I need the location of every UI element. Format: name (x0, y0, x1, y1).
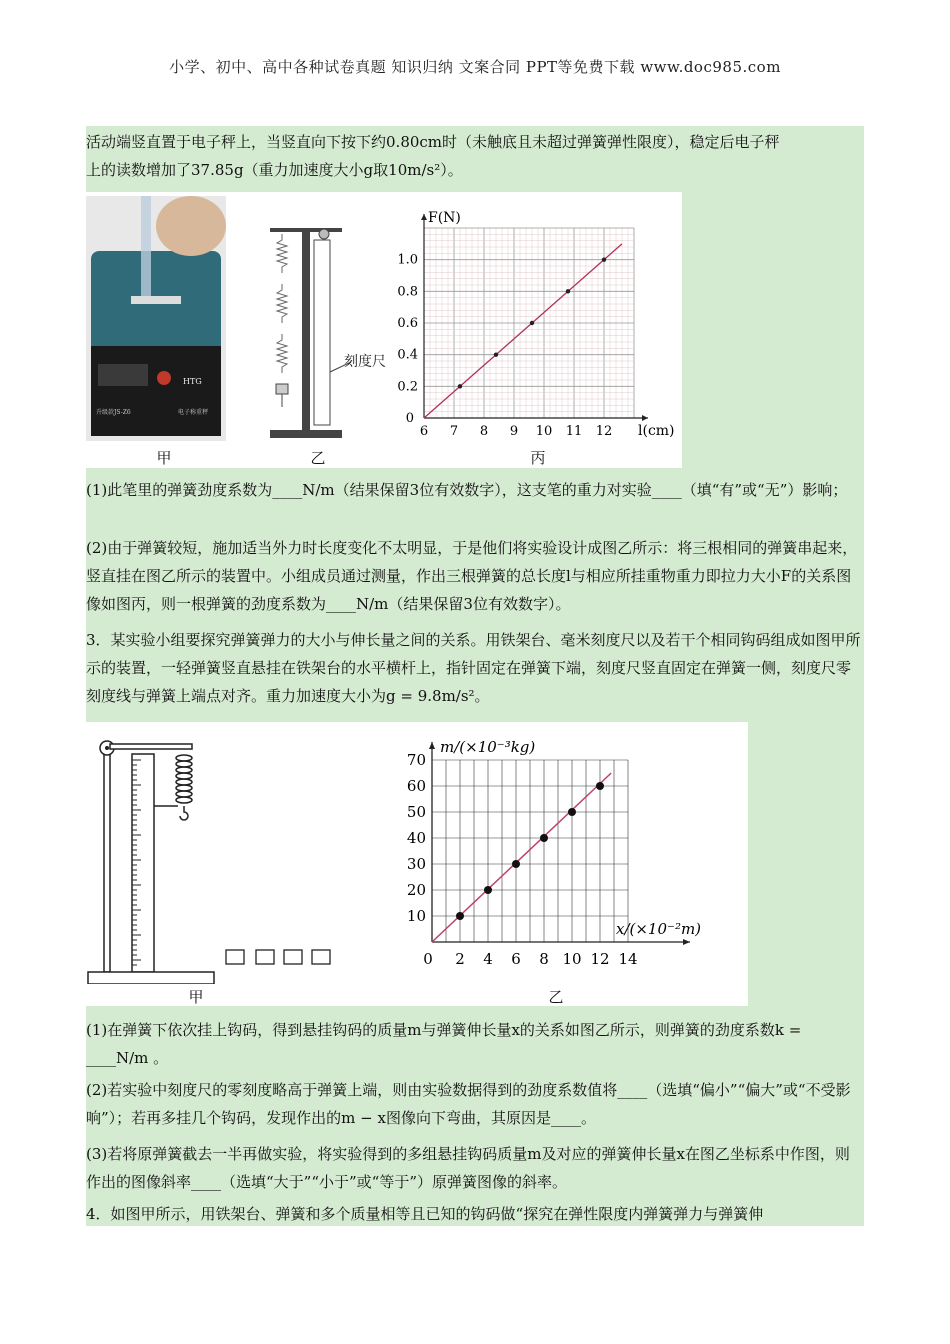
y-tick-label: 0.8 (397, 284, 418, 300)
question-3-part-2: (2)若实验中刻度尺的零刻度略高于弹簧上端，则由实验数据得到的劲度系数值将____（选填“偏小”“偏大”或“不受影响”）；若再多挂几个钩码，发现作出的m − x图像向下弯曲，其原因是____。 (86, 1081, 851, 1127)
caption-bing-1: 丙 (530, 449, 546, 467)
x-tick-label: 9 (509, 424, 519, 439)
scale-photo (86, 196, 226, 441)
x-tick-label: 8 (539, 950, 549, 968)
ruler-label: 刻度尺 (344, 354, 386, 370)
x-tick-label: 2 (455, 950, 465, 968)
chart-mass-extension (386, 728, 736, 993)
iron-stand-apparatus (86, 734, 226, 984)
x-tick-label: 4 (483, 950, 493, 968)
x-tick-label: 12 (590, 950, 610, 968)
intro-line-2: 上的读数增加了37.85g（重力加速度大小g取10m/s²）。 (86, 161, 463, 179)
data-point (512, 860, 520, 868)
question-3-part-1: (1)在弹簧下依次挂上钩码，得到悬挂钩码的质量m与弹簧伸长量x的关系如图乙所示，则弹簧的劲度系数k = ____N/m 。 (86, 1021, 802, 1067)
data-point (596, 782, 604, 790)
spring-apparatus (256, 192, 386, 442)
x-tick-label: 10 (562, 950, 582, 968)
x-axis-arrow (683, 939, 690, 945)
caption-yi-1: 乙 (310, 449, 326, 467)
y-tick-label: 50 (406, 803, 426, 821)
y-tick-label: 10 (406, 907, 426, 925)
caption-jia-1: 甲 (156, 449, 172, 467)
intro-paragraph (86, 128, 864, 184)
data-point (540, 834, 548, 842)
y-tick-label: 0.4 (397, 347, 418, 363)
data-point (602, 257, 606, 261)
question-3-part-3: (3)若将原弹簧截去一半再做实验，将实验得到的多组悬挂钩码质量m及对应的弹簧伸长量x在图乙坐标系中作图，则作出的图像斜率____（选填“大于”“小于”或“等于”）原弹簧图像的斜率。 (86, 1145, 850, 1191)
x-axis-arrow (642, 415, 648, 421)
data-point (456, 912, 464, 920)
y-tick-label: 30 (406, 855, 426, 873)
y-tick-label: 1.0 (397, 252, 418, 268)
question-4-stem: 4．如图甲所示，用铁架台、弹簧和多个质量相等且已知的钩码做“探究在弹性限度内弹簧弹力与弹簧伸 (86, 1205, 764, 1223)
data-point (484, 886, 492, 894)
y-axis-label: F(N) (428, 210, 461, 226)
caption-yi-2: 乙 (548, 988, 564, 1006)
y-axis-arrow (421, 214, 427, 220)
x-axis-label: l(cm) (638, 423, 675, 439)
scale-brand: HTG (183, 377, 202, 386)
x-tick-label: 14 (618, 950, 638, 968)
x-tick-label: 8 (479, 424, 489, 439)
page-header: 小学、初中、高中各种试卷真题 知识归纳 文案合同 PPT等免费下载 www.doc985.com (169, 58, 781, 76)
y-tick-label: 40 (406, 829, 426, 847)
figure-2 (86, 722, 748, 1006)
question-2-part-1: (1)此笔里的弹簧劲度系数为____N/m（结果保留3位有效数字），这支笔的重力对实验____（填“有”或“无”）影响； (86, 481, 848, 499)
data-point (530, 321, 534, 325)
x-tick-label: 7 (449, 424, 459, 439)
data-point (458, 384, 462, 388)
data-point (568, 808, 576, 816)
y-tick-label: 60 (406, 777, 426, 795)
figure-1 (86, 192, 682, 468)
question-3-stem: 3．某实验小组要探究弹簧弹力的大小与伸长量之间的关系。用铁架台、毫米刻度尺以及若干个相同钩码组成如图甲所示的装置，一轻弹簧竖直悬挂在铁架台的水平横杆上，指针固定在弹簧下端，刻度尺竖直固定在弹簧一侧，刻度尺零刻度线与弹簧上端点对齐。重力加速度大小为g = 9.8m/s²。 (86, 631, 861, 705)
y-tick-label: 0.2 (397, 379, 418, 395)
y-axis-arrow (429, 742, 435, 749)
scale-label: 电子称重秤 (178, 409, 209, 416)
y-axis-label: m/(×10⁻³kg) (440, 738, 536, 756)
hook-weights (218, 938, 338, 978)
y-tick-label: 20 (406, 881, 426, 899)
intro-line-1: 活动端竖直置于电子秤上，当竖直向下按下约0.80cm时（未触底且未超过弹簧弹性限度），稳定后电子秤 (86, 133, 780, 151)
y-tick-label: 0.6 (397, 316, 418, 331)
y-tick-label: 0 (405, 411, 414, 426)
x-tick-label: 6 (511, 950, 521, 968)
data-point (494, 352, 498, 356)
scale-model: 升级款JS-Z6 (96, 409, 131, 416)
data-point (566, 289, 570, 293)
y-tick-label: 70 (406, 751, 426, 769)
question-2-part-2: (2)由于弹簧较短，施加适当外力时长度变化不太明显，于是他们将实验设计成图乙所示：将三根相同的弹簧串起来，竖直挂在图乙所示的装置中。小组成员通过测量，作出三根弹簧的总长度l与相应所挂重物重力即拉力大小F的关系图像如图丙，则一根弹簧的劲度系数为____N/m（结果保留3位有效数字）。 (86, 539, 858, 613)
x-tick-label: 0 (423, 950, 433, 968)
x-axis-label: x/(×10⁻²m) (616, 920, 702, 938)
x-tick-label: 10 (535, 424, 553, 439)
caption-jia-2: 甲 (188, 988, 204, 1006)
chart-force-length (392, 200, 682, 450)
x-tick-label: 12 (595, 424, 613, 439)
x-tick-label: 6 (419, 424, 429, 439)
x-tick-label: 11 (565, 424, 583, 439)
